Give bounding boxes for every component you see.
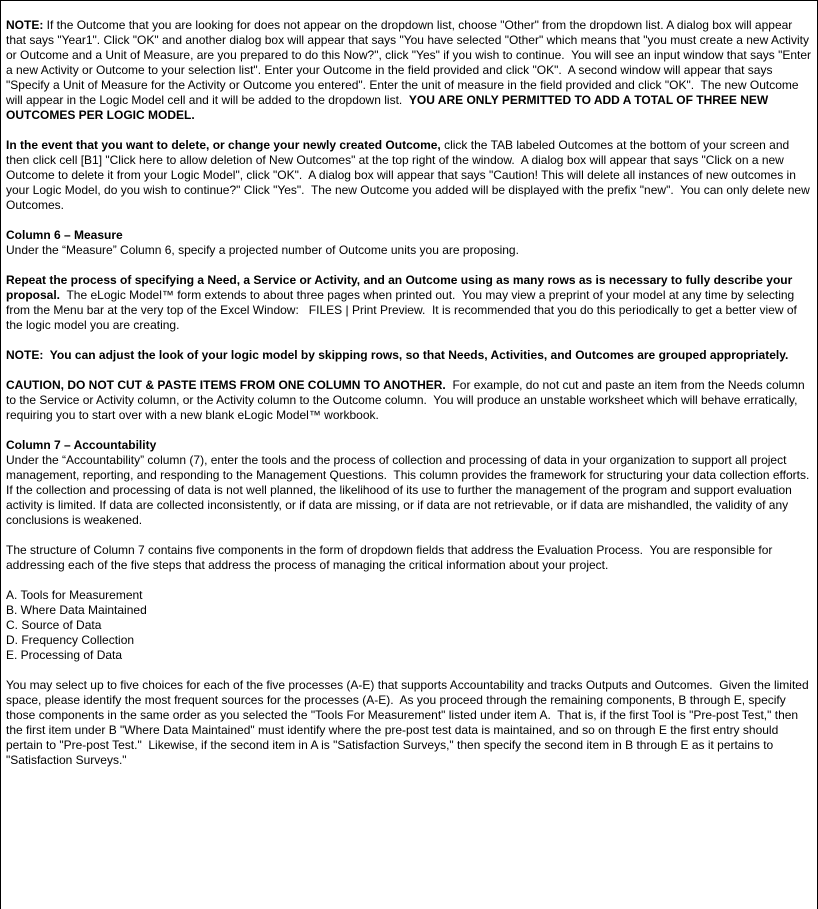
repeat-process-text: The eLogic Model™ form extends to about three pages when printed out. You may view a preprint of your model at any time by selecting from the Menu bar at the very top of the Excel Window: FILES | Print Preview. It is recommended that you do this periodically to get a better view of the logic model you are creating. <box>6 288 801 332</box>
note-add-outcome-text: If the Outcome that you are looking for does not appear on the dropdown list, choose "Other" from the dropdown list. A dialog box will appear that says "Year1". Click "OK" and another dialog box will appear that says "You have selected "Other" which means that "you must create a new Activity or Outcome and a Unit of Measure, are you prepared to do this Now?", click "Yes" if you wish to continue. You will see an input window that says "Enter a new Activity or Outcome to your selection list". Enter your Outcome in the field provided and click "OK". A second window will appear that says "Specify a Unit of Measure for the Activity or Outcome you entered". Enter the unit of measure in the field provided and click "OK". The new Outcome will appear in the Logic Model cell and it will be added to the dropdown list. <box>6 18 815 107</box>
list-item-source-of-data: C. Source of Data <box>6 618 102 632</box>
paragraph-note-skip-rows: NOTE: You can adjust the look of your logic model by skipping rows, so that Needs, Activities, and Outcomes are grouped appropriately. <box>6 348 789 362</box>
repeat-process-lead: Repeat the process of specifying a Need, a Service or Activity, and an Outcome using as many rows as is necessary to fully describe your proposal. <box>6 273 796 302</box>
delete-outcome-text: click the TAB labeled Outcomes at the bottom of your screen and then click cell [B1] "Click here to allow deletion of New Outcomes" at the top right of the window. A dialog box will appear that says "Click on a new Outcome to delete it from your Logic Model", click "OK". A dialog box will appear that says "Caution! This will delete all instances of new outcomes in your Logic Model, do you wish to continue?" Click "Yes". The new Outcome you added will be displayed with the prefix "new". You can only delete new Outcomes. <box>6 138 814 212</box>
list-item-where-data-maintained: B. Where Data Maintained <box>6 603 147 617</box>
delete-outcome-lead: In the event that you want to delete, or change your newly created Outcome, <box>6 138 441 152</box>
list-item-processing-of-data: E. Processing of Data <box>6 648 123 662</box>
section-column-7-accountability <box>6 438 813 528</box>
paragraph-caution-cut-paste <box>6 378 813 423</box>
paragraph-selection-guidance: You may select up to five choices for each of the five processes (A-E) that supports Accountability and tracks Outputs and Outcomes. Given the limited space, please identify the most frequent sources for the processes (A-E). As you proceed through the remaining components, B through E, specify those components in the same order as you selected the "Tools For Measurement" listed under item A. That is, if the first Tool is "Pre-post Test," then the first item under B "Where Data Maintained" must identify where the pre-post test data is maintained, and so on through E the first entry should pertain to "Pre-post Test." Likewise, if the second item in A is "Satisfaction Surveys," then specify the second item in B through E as it pertains to "Satisfaction Surveys." <box>6 678 812 767</box>
caution-lead: CAUTION, DO NOT CUT & PASTE ITEMS FROM ONE COLUMN TO ANOTHER. <box>6 378 446 392</box>
paragraph-column-7-structure: The structure of Column 7 contains five components in the form of dropdown fields that address the Evaluation Process. You are responsible for addressing each of the five steps that address the process of managing the critical information about your project. <box>6 543 776 572</box>
paragraph-repeat-process <box>6 273 813 333</box>
column-7-heading: Column 7 – Accountability <box>6 438 157 452</box>
note-label: NOTE: <box>6 18 44 32</box>
paragraph-delete-outcome <box>6 138 813 213</box>
list-item-tools-for-measurement: A. Tools for Measurement <box>6 588 143 602</box>
column-6-body: Under the “Measure” Column 6, specify a projected number of Outcome units you are proposing. <box>6 243 519 257</box>
instructions-document <box>1 1 817 909</box>
column-6-heading: Column 6 – Measure <box>6 228 123 242</box>
caution-text: For example, do not cut and paste an item from the Needs column to the Service or Activity column, or the Activity column to the Outcome column. You will produce an unstable worksheet which will behave erratically, requiring you to start over with a new blank eLogic Model™ workbook. <box>6 378 808 422</box>
section-column-6-measure <box>6 228 813 258</box>
list-item-frequency-collection: D. Frequency Collection <box>6 633 135 647</box>
paragraph-note-add-outcome <box>6 18 813 123</box>
evaluation-components-list <box>6 588 813 663</box>
three-outcomes-limit-warning: YOU ARE ONLY PERMITTED TO ADD A TOTAL OF THREE NEW OUTCOMES PER LOGIC MODEL. <box>6 93 772 122</box>
column-7-body: Under the “Accountability” column (7), enter the tools and the process of collection and processing of data in your organization to support all project management, reporting, and responding to the Management Questions. This column provides the framework for structuring your data collection efforts. If the collection and processing of data is not well planned, the likelihood of its use to further the management of the program and support evaluation activity is limited. If data are collected inconsistently, or if data are missing, or if data are not retrievable, or if data are mishandled, the validity of any conclusions is weakened. <box>6 453 813 527</box>
